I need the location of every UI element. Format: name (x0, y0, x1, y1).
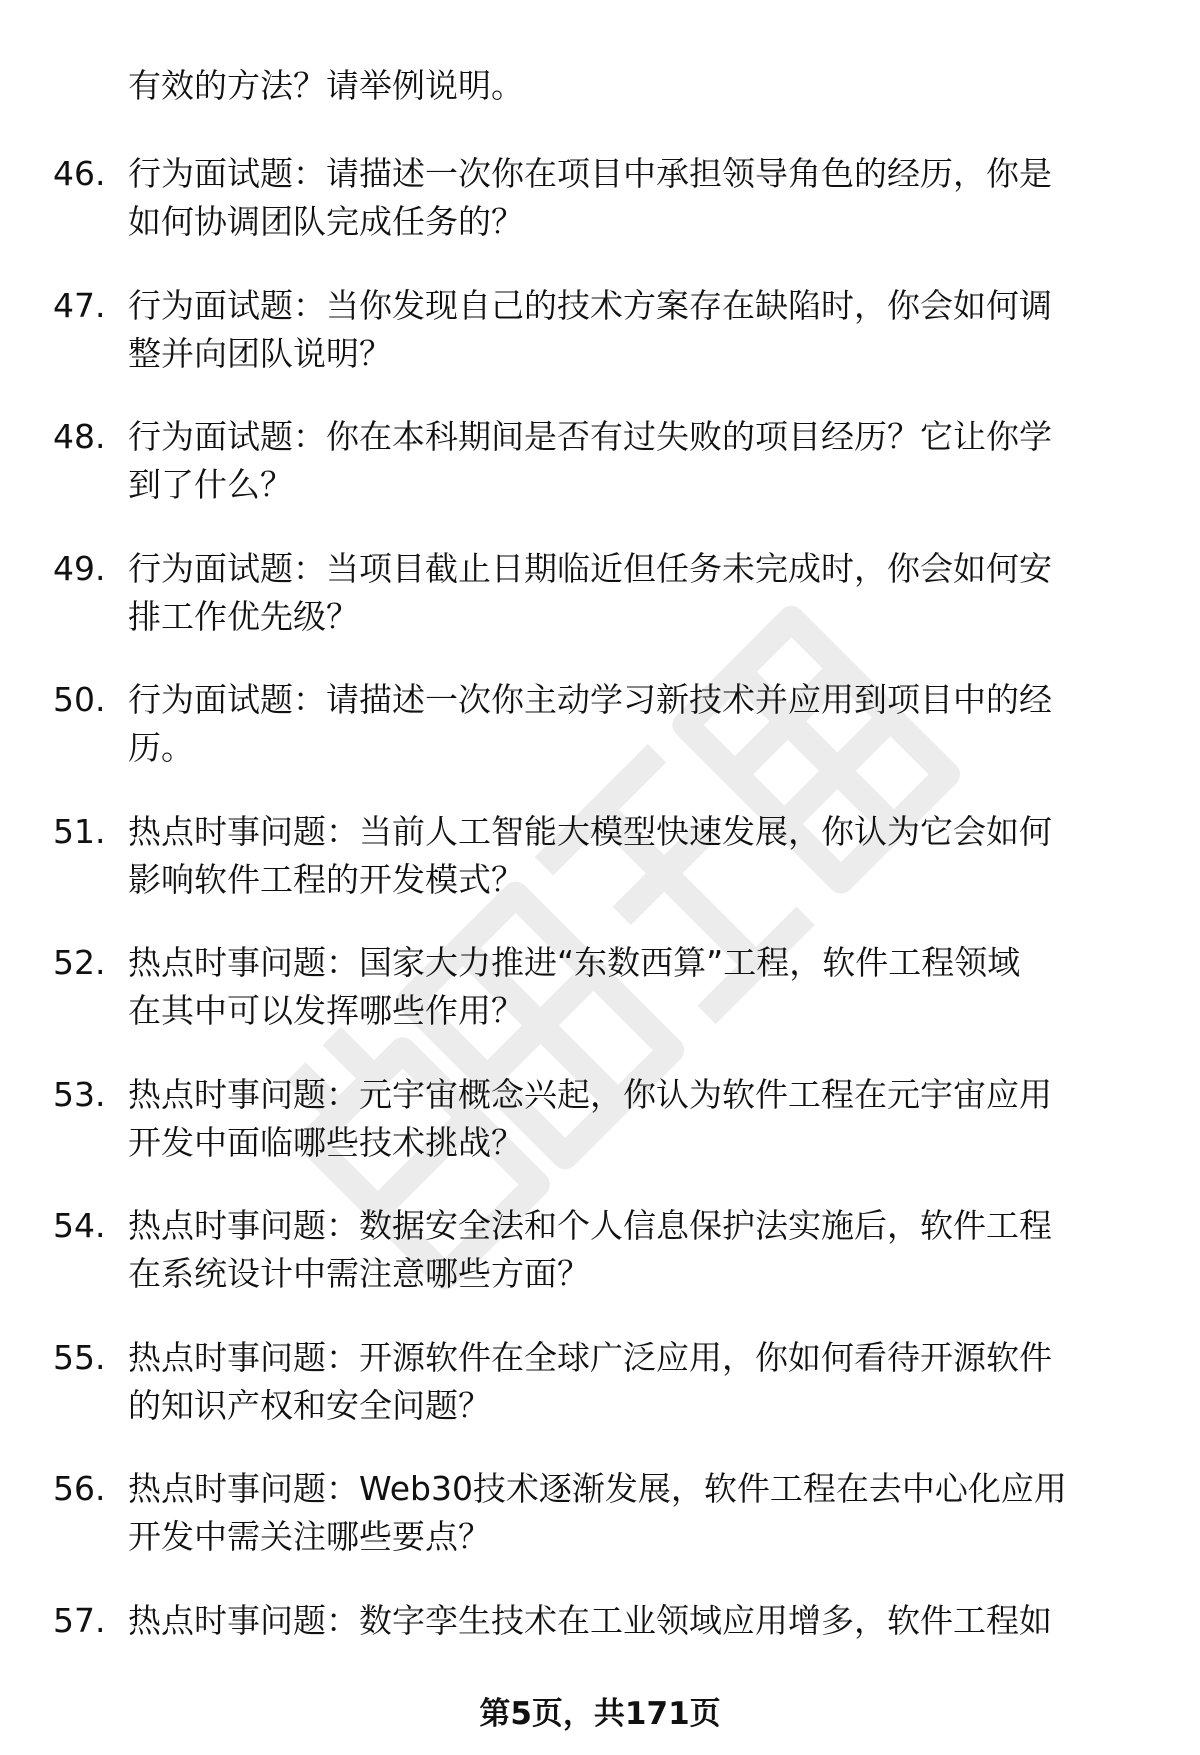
question-text (128, 1597, 1138, 1645)
question-list (0, 150, 1200, 1728)
question-number: 52. (53, 943, 106, 982)
question-number: 55. (53, 1337, 106, 1377)
question-text-line: 行为面试题：你在本科期间是否有过失败的项目经历？它让你学 (128, 417, 1052, 456)
question-item (0, 808, 1200, 940)
question-number: 53. (53, 1074, 106, 1114)
question-text-line: 历。 (128, 728, 194, 767)
question-number: 56. (53, 1469, 106, 1508)
question-item (0, 413, 1200, 545)
question-item (0, 282, 1200, 414)
question-text-line: 行为面试题：当你发现自己的技术方案存在缺陷时，你会如何调 (128, 285, 1052, 325)
continued-question-text: 有效的方法？请举例说明。 (128, 66, 524, 105)
question-text-line: 热点时事问题：Web30技术逐渐发展，软件工程在去中心化应用 (128, 1469, 1067, 1508)
question-text (128, 1071, 1138, 1167)
question-item (0, 676, 1200, 808)
question-text-line: 行为面试题：请描述一次你主动学习新技术并应用到项目中的经 (128, 680, 1052, 719)
question-item (0, 1465, 1200, 1597)
question-text-line: 热点时事问题：当前人工智能大模型快速发展，你认为它会如何 (128, 811, 1052, 851)
question-text (128, 150, 1138, 246)
question-text-line: 热点时事问题：数据安全法和个人信息保护法实施后，软件工程 (128, 1206, 1052, 1245)
question-text (128, 939, 1138, 1035)
page-footer: 第5页，共171页 (479, 1696, 721, 1732)
question-item (0, 939, 1200, 1071)
question-text-line: 整并向团队说明？ (128, 333, 392, 373)
question-text-line: 开发中需关注哪些要点？ (128, 1517, 491, 1556)
question-text-line: 热点时事问题：开源软件在全球广泛应用，你如何看待开源软件 (128, 1337, 1052, 1377)
question-number: 49. (53, 548, 106, 588)
question-text-line: 热点时事问题：元宇宙概念兴起，你认为软件工程在元宇宙应用 (128, 1074, 1052, 1114)
question-number: 47. (53, 285, 106, 325)
question-number: 46. (53, 154, 106, 193)
question-text (128, 676, 1138, 772)
question-text-line: 在其中可以发挥哪些作用？ (128, 991, 524, 1030)
question-number: 51. (53, 811, 106, 851)
question-text (128, 808, 1138, 904)
question-text-line: 行为面试题：当项目截止日期临近但任务未完成时，你会如何安 (128, 548, 1052, 588)
question-number: 48. (53, 417, 106, 456)
question-item (0, 1202, 1200, 1334)
question-number: 50. (53, 680, 106, 719)
question-item (0, 1334, 1200, 1466)
question-text-line: 热点时事问题：数字孪生技术在工业领域应用增多，软件工程如 (128, 1600, 1052, 1640)
question-number: 54. (53, 1206, 106, 1245)
question-number: 57. (53, 1600, 106, 1640)
question-text (128, 1465, 1138, 1561)
question-text (128, 282, 1138, 378)
question-text (128, 1202, 1138, 1298)
question-text-line: 热点时事问题：国家大力推进“东数西算”工程，软件工程领域 (128, 943, 1021, 982)
question-text-line: 在系统设计中需注意哪些方面？ (128, 1254, 590, 1293)
question-item (0, 1071, 1200, 1203)
question-item (0, 545, 1200, 677)
question-text-line: 到了什么？ (128, 465, 293, 504)
question-text-line: 如何协调团队完成任务的？ (128, 202, 524, 241)
question-text (128, 413, 1138, 509)
question-text-line: 开发中面临哪些技术挑战？ (128, 1122, 524, 1162)
question-text-line: 排工作优先级？ (128, 596, 359, 636)
question-text-line: 影响软件工程的开发模式？ (128, 859, 524, 899)
question-text (128, 1334, 1138, 1430)
question-text-line: 的知识产权和安全问题？ (128, 1385, 491, 1425)
question-text (128, 545, 1138, 641)
question-item (0, 150, 1200, 282)
question-text-line: 行为面试题：请描述一次你在项目中承担领导角色的经历，你是 (128, 154, 1052, 193)
